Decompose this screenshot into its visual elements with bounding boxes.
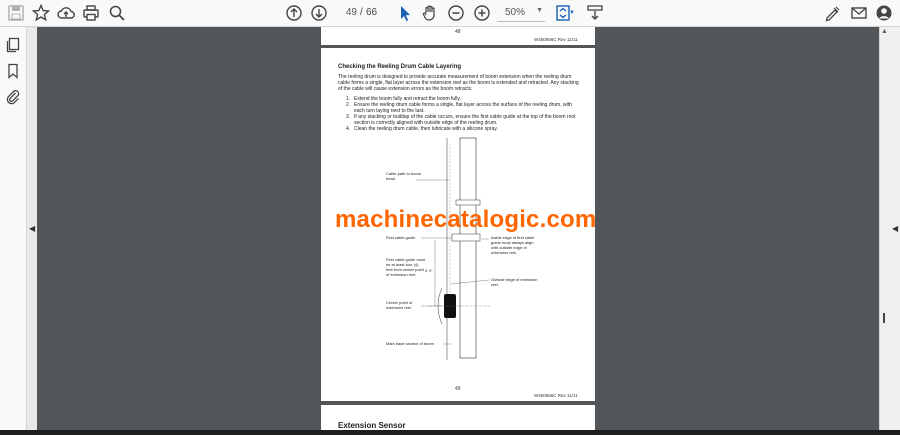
fit-dropdown-icon[interactable]: ▼ <box>569 10 575 16</box>
print-icon[interactable] <box>81 3 101 23</box>
star-icon[interactable] <box>31 3 51 23</box>
watermark: machinecatalogic.com <box>335 206 597 233</box>
step-text: Clean the reeling drum cable, then lubricate with a silicone spray. <box>354 126 498 132</box>
page-separator: / <box>360 7 363 18</box>
first-cable-guide <box>452 234 480 241</box>
paperclip-icon[interactable] <box>4 88 22 106</box>
step-text: If any stacking or buildup of the cable occurs, ensure the first cable guide at the top of the boom root section is correctly aligned with outside edge of the reeling drum. <box>354 114 576 126</box>
section-title: Checking the Reeling Drum Cable Layering <box>338 64 462 70</box>
document-page-prev <box>321 27 595 45</box>
chevron-left-icon[interactable]: ◀ <box>29 224 36 233</box>
label-first-guide: First cable guide <box>386 235 416 240</box>
step-number: 4. <box>346 126 351 132</box>
label-inside-edge: Inside edge of first cable guide must always align with outside edge of extension reel. <box>491 235 535 255</box>
step-number: 3. <box>346 114 351 120</box>
step-number: 2. <box>346 102 351 108</box>
scrollbar-thumb[interactable] <box>883 313 885 323</box>
boom-outline <box>460 138 476 358</box>
taskbar-edge <box>0 430 900 435</box>
document-reference: W450656C Rev 11/11 <box>534 37 578 42</box>
chevron-down-icon: ▼ <box>536 7 543 14</box>
upper-guide <box>456 200 480 205</box>
mail-icon[interactable] <box>849 3 869 23</box>
arrow-down-circle-icon[interactable] <box>309 3 329 23</box>
label-cable-path: Cable path to boom head <box>386 171 421 181</box>
zoom-value: 50% <box>505 7 526 18</box>
page-number: 49 <box>455 386 461 392</box>
label-guide-distance-note: First cable guide must be at least four (4) feet from center point of extension reel. <box>386 257 426 277</box>
scroll-mode-icon[interactable] <box>585 3 605 23</box>
label-main-base: Main base section of boom <box>386 341 434 346</box>
plus-circle-icon[interactable] <box>472 3 492 23</box>
page-number-input[interactable]: 49 <box>345 7 357 18</box>
save-icon[interactable] <box>6 3 26 23</box>
cloud-upload-icon[interactable] <box>56 3 76 23</box>
scroll-up-icon[interactable]: ▲ <box>881 28 888 35</box>
label-distance: 4' 0" <box>425 268 433 273</box>
top-toolbar <box>0 0 900 27</box>
magnifier-icon[interactable] <box>107 3 127 23</box>
label-outside-edge: Outside edge of extension reel. <box>491 277 538 287</box>
minus-circle-icon[interactable] <box>446 3 466 23</box>
pointer-icon[interactable] <box>395 3 415 23</box>
intro-paragraph: The reeling drum is designed to provide accurate measurement of boom extension when the reeling drum cable forms a single, flat layer across the extension reel as the boom is extended and retracted. Any stacking of the cable will cause extension errors as the boom retracts. <box>338 74 579 92</box>
page-number: 48 <box>455 29 461 35</box>
pen-sign-icon[interactable] <box>823 3 843 23</box>
chevron-left-icon[interactable]: ◀ <box>892 224 899 233</box>
arrow-up-circle-icon[interactable] <box>284 3 304 23</box>
bookmark-icon[interactable] <box>4 62 22 80</box>
step-text: Ensure the reeling drum cable forms a single, flat layer across the surface of the reeling drum, with each turn laying next to the last. <box>354 102 572 114</box>
label-center-point: Center point of extension reel. <box>386 300 413 310</box>
step-text: Extend the boom fully and retract the boom fully. <box>354 96 461 102</box>
zoom-select[interactable] <box>497 4 545 22</box>
left-navigation-pane <box>0 27 27 435</box>
step-number: 1. <box>346 96 351 102</box>
hand-icon[interactable] <box>420 3 440 23</box>
total-pages: 66 <box>366 7 378 18</box>
document-reference: W450656C Rev 11/11 <box>534 393 578 398</box>
section-title: Extension Sensor <box>338 421 406 430</box>
leader-line <box>451 280 489 284</box>
copy-pages-icon[interactable] <box>4 36 22 54</box>
user-icon[interactable] <box>874 3 894 23</box>
